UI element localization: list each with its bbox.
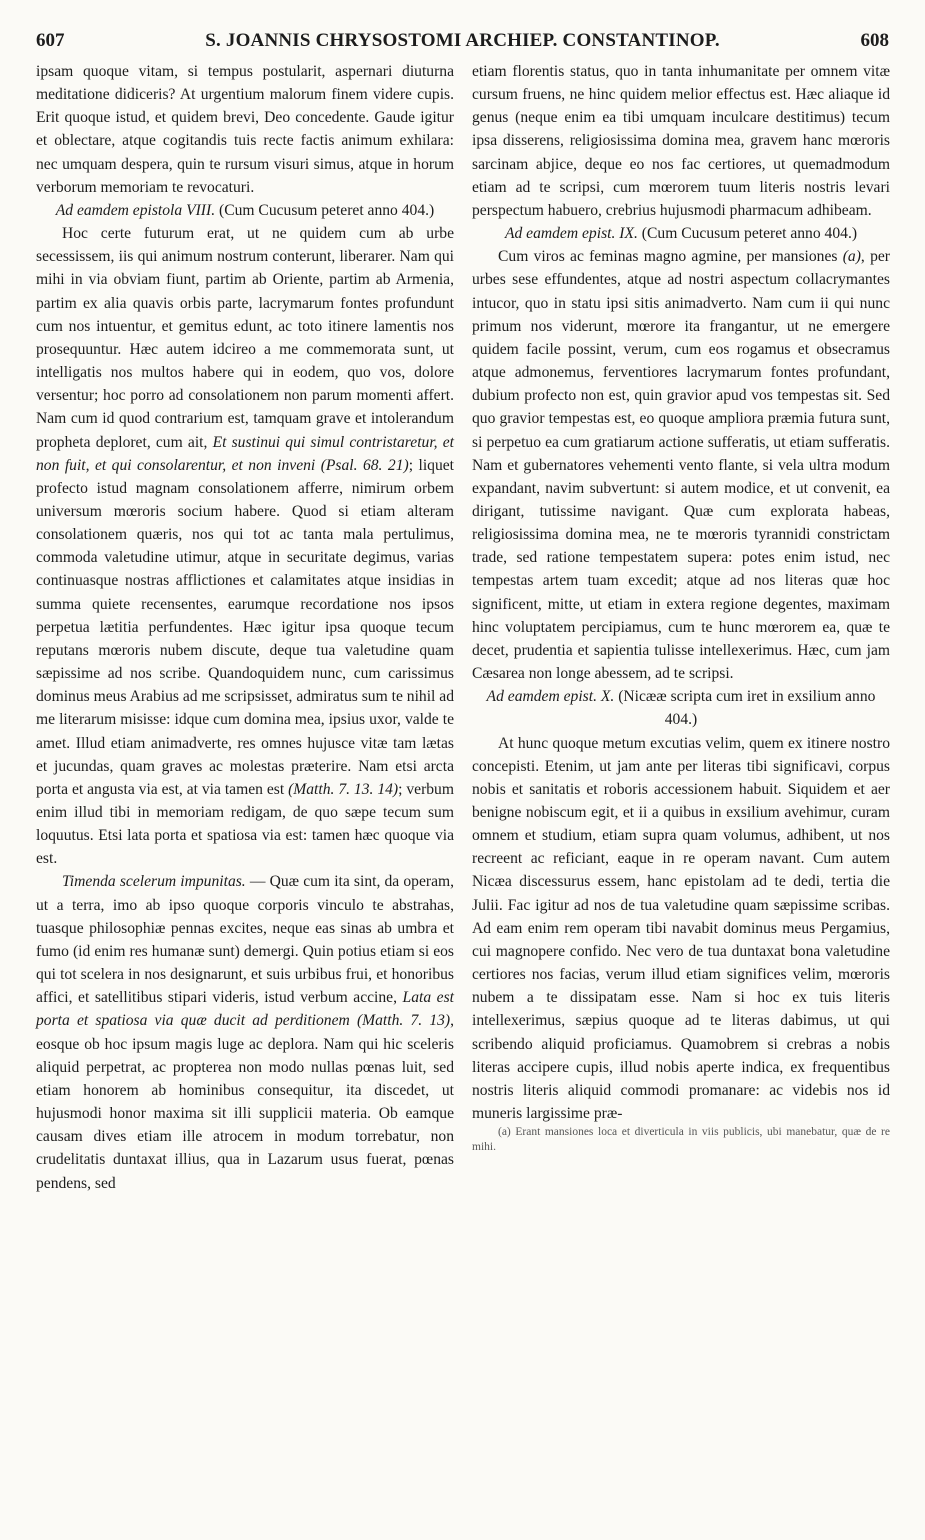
text-run: Cum viros ac feminas magno agmine, per mansiones — [498, 248, 838, 266]
text-run: — Quæ cum ita sint, da operam, ut a terra, imo ab ipso quoque corporis vinculo te abstrahas, tuasque philosophiæ pennas excites, neque eas sinas ab umbra et fumo (id enim res humanæ sunt) demergi. Quin potius etiam si eos qui tot scelera in nos designarunt, et suis urbibus frui, et honoribus affici, et satellitibus stipari videris, istud verbum accine, — [36, 873, 455, 1007]
right-column — [472, 60, 890, 1155]
letter-heading-title: Ad eamdem epist. X. — [486, 688, 615, 706]
paragraph — [36, 870, 454, 1194]
text-run: , eosque ob hoc ipsum magis luge ac deplora. Nam qui hic sceleris aliquid perpetrat, ac propterea non modo nullas pœnas luit, sed etiam honorem ab hominibus consequitur, ita discedet, ut hujusmodi honor maxima sit illi supplicii materia. Ob eamque causam dives etiam ille atrocem in modum torrebatur, non crudelitatis duntaxat illius, qua in Lazarum usus fuerat, pœnas pendens, sed — [36, 1012, 455, 1192]
text-run: ; verbum enim illud tibi in memoriam redigam, de quo sæpe tecum sum loquutus. Etsi lata porta et spatiosa via est: tamen hæc quoque via est. — [36, 780, 454, 868]
paragraph: At hunc quoque metum excutias velim, quem ex itinere nostro concepisti. Etenim, ut jam ante per literas tibi significavi, corpus nobis et sanitatis et roboris accessionem habuit. Siquidem et aer benigne nobiscum egit, et ii a quibus in exsilium avehimur, curam omnem et studium, etiam supra quam volumus, adhibent, ut nos recreent ac reficiant, eaque in re operam navant. Cum autem Nicæa discessurus essem, hanc epistolam ad te dedi, tertia die Julii. Fac igitur ad nos de tua valetudine quam sæpissime scribas. Ad eam enim rem operam tibi navabit dominus meus Pergamius, cui magnopere confido. Nec vero de tua duntaxat bona valetudine certiores nos facias, verum illud etiam significes velim, mœroris nubem a te dissipatam esse. Nam si hoc ex tuis literis intellexerimus, sæpius quoque ad te literas dabimus, ut qui scribendo aliquid proficiamus. Quamobrem si crebras a nobis literas accipere cupis, illud nobis aperte indica, ex frequentibus nostris literis aliquid commodi promanare: ac videbis nos id muneris largissime præ- — [472, 734, 890, 1123]
running-header — [36, 30, 889, 52]
scripture-quote: Et sustinui qui simul contristaretur, et non fuit, et qui consolarentur, et non inveni — [36, 433, 454, 474]
page-number-right: 608 — [860, 30, 889, 51]
text-run: ; liquet profecto istud magnam consolationem afferre, nimirum orbem universum mœroris socium habere. Quod si etiam alteram consolationem quæris, nos qui tot ac tanta mala pertulimus, commoda valetudine utimur, atque in securitate degimus, varias continuasque nostras afflictiones et calamitates atque insidias in summa quiete recensentes, earumque recordatione nos ipsos perpetua lætitia perfundentes. Hæc igitur ipsa quoque tecum reputans mœroris nubem discute, deque tua valetudine quam sæpissime ad nos scribe. Quandoquidem nunc, cum carissimus dominus meus Arabius ad me scripsisset, admiratus sum te nihil ad me literarum misisse: idque cum domina mea, ipsius uxor, valde te amet. Illud etiam animadverte, res omnes hujusce vitæ tam lætas et jucundas, quam graves ac molestas præterire. Nam etsi arcta porta et angusta via est, at via tamen est — [36, 456, 454, 798]
letter-heading — [472, 685, 890, 731]
paragraph: etiam florentis status, quo in tanta inhumanitate per omnem vitæ cursum fruens, ne hinc quidem melior effectus est. Hæc aliaque id genus (neque enim ea tibi umquam inculcare destitimus) tecum ipsa disserens, religiosissima domina mea, gravem hanc mœroris sarcinam abjice, deque eo nos fac certiores, ut quemadmodum etiam ad te scripsi, cum mœrorem tuum literis nostris levari perspectum habuero, crebrius hujusmodi pharmacum adhibeam. — [472, 63, 890, 219]
letter-heading-note: (Nicææ scripta cum iret in exsilium anno 404.) — [618, 688, 876, 729]
letter-heading — [472, 222, 890, 245]
paragraph — [472, 245, 890, 685]
letter-heading-note: (Cum Cucusum peteret anno 404.) — [641, 225, 858, 243]
page-number-left: 607 — [36, 30, 65, 51]
scripture-reference: (Matth. 7. 13. 14) — [288, 780, 399, 798]
letter-heading-title: Ad eamdem epistola VIII. — [55, 201, 216, 219]
running-title: S. JOANNIS CHRYSOSTOMI ARCHIEP. CONSTANTINOP. — [205, 30, 720, 51]
text-run: , per urbes sese effundentes, atque ad nostri aspectum collacrymantes intucor, quo in statu ipsi sitis animadverto. Nam cum ii qui nunc primum nos viderunt, mœrore ita frangantur, ut ne emergere quidem facile possint, verum, cum eos rogamus et obsecramus atque admonemus, ferventiores lacrymarum fontes profundant, dubium profecto non est, quin gravior apud vos tempestas sit. Sed quo gravior tempestas est, eo quoque ampliora præmia futura sunt, si perpetuo ea cum gratiarum actione sufferatis, ut etiam sufferatis. Nam et gubernatores vehementi vento flante, si vela ultra modum expandant, navim subvertunt: si autem modice, et ut convenit, ea dirigant, tutissime navigant. Quæ cum explorata habeas, religiosissima domina mea, ne te mœroris tyrannidi constrictam trade, sed ratione tempestatem supera: potes enim istud, nec tempestas artem tuam excedit; atque ad nos literas quæ hoc significent, mitte, ut etiam in extera regione degentes, maximam hinc voluptatem percipiamus, cum te hunc mœrorem ea, quæ te decet, prudentia et sapientia tulisse intellexerimus. Hæc, cum jam Cæsarea non longe abessem, ad te scripsi. — [472, 248, 890, 683]
letter-heading-note: (Cum Cucusum peteret anno 404.) — [219, 201, 435, 219]
scripture-quote: Lata est porta et spatiosa via quæ ducit ad perditionem — [36, 989, 454, 1030]
paragraph: ipsam quoque vitam, si tempus postularit, aspernari diuturna meditatione didiceris? At urgentium malorum finem videre cupis. Erit quoque istud, et quidem brevi, Deo concedente. Gaude igitur et oblectare, atque cogitandis tuis recte factis animum exhilara: nec umquam despera, quin te rursum visuri simus, atque in horum verborum memoriam te revocaturi. — [36, 63, 454, 196]
text-run: Hoc certe futurum erat, ut ne quidem cum ab urbe secessissem, iis qui animum nostrum conterunt, liberarer. Nam qui mihi in via obviam fiunt, partim ab Oriente, partim ab Armenia, partim ex alia quavis orbis parte, lacrymarum fontes profundunt cum nos intuentur, et gemitus edunt, ac toto itinere lamentis nos prosequuntur. Hæc autem idcireo a me commemorata sunt, ut intelligatis nos multos habere qui in eodem, quo vos, dolore versentur; hoc porro ad consolationem non parum momenti affert. Nam cum id quod contrarium est, tamquam grave et intolerandum propheta deploret, cum ait, — [36, 225, 454, 451]
section-title: Timenda scelerum impunitas. — [62, 873, 246, 891]
footnote-marker: (a) — [842, 248, 861, 266]
footnote: (a) Erant mansiones loca et diverticula in viis publicis, ubi manebatur, quæ de re mihi. — [472, 1126, 890, 1154]
scripture-reference: (Psal. 68. 21) — [320, 456, 409, 474]
scripture-reference: (Matth. 7. 13) — [356, 1012, 451, 1030]
letter-heading-title: Ad eamdem epist. IX. — [504, 225, 638, 243]
paragraph — [36, 222, 454, 870]
left-column — [36, 60, 454, 1195]
letter-heading — [36, 199, 454, 222]
